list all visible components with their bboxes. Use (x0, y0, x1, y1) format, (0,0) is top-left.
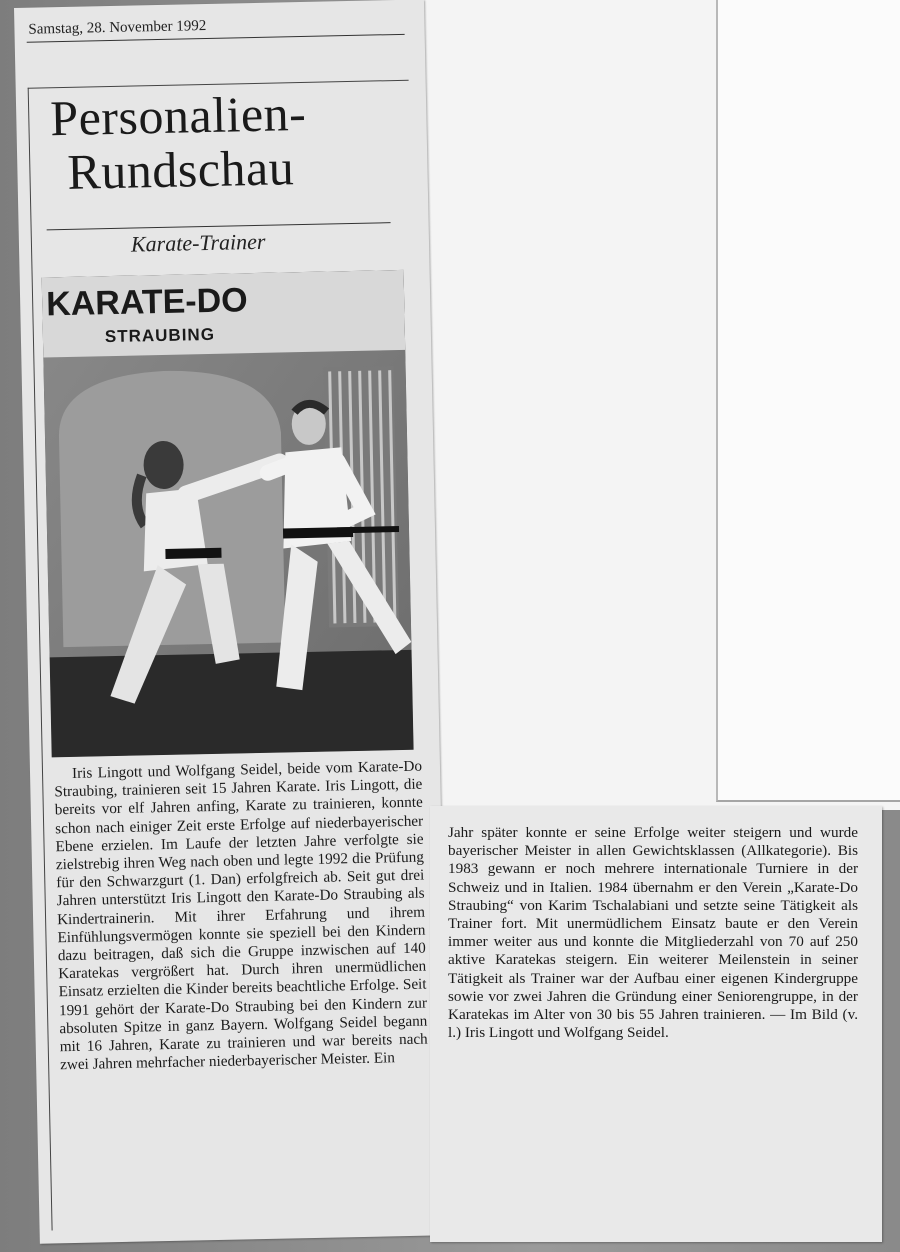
karate-photo (42, 270, 414, 757)
date-line: Samstag, 28. November 1992 (28, 17, 207, 38)
sign-text-straubing: STRAUBING (104, 324, 216, 347)
body-paragraph-right: Jahr später konnte er seine Erfolge weiter steigern und wurde bayerischer Meister in allen Gewichtsklassen (Allkategorie). Bis 1983 gewann er noch mehrere internationale Turniere in der Schweiz und in Italien. 1984 übernahm er den Verein „Karate-Do Straubing“ von Karim Tschalabiani und setzte seine Tätigkeit als Trainer fort. Mit unermüdlichem Einsatz baute er den Verein immer weiter aus und konnte die Mitgliederzahl von 70 auf 250 aktive Karatekas steigern. Ein weiterer Meilenstein in seiner Tätigkeit als Trainer war der Aufbau einer eigenen Kindergruppe sowie vor zwei Jahren die Gründung einer Seniorengruppe, in der Karatekas im Alter von 30 bis 55 Jahren trainieren. — Im Bild (v. l.) Iris Lingott und Wolfgang Seidel. (448, 824, 858, 1042)
title-line-2: Rundschau (66, 139, 295, 200)
newspaper-clipping-left (14, 0, 450, 1244)
article-kicker: Karate-Trainer (130, 228, 266, 257)
article-body-left (54, 758, 428, 1075)
body-paragraph-left: Iris Lingott und Wolfgang Seidel, beide vom Karate-Do Straubing, trainieren seit 15 Jahren Karate. Iris Lingott, die bereits vor elf Jahren anfing, Karate zu trainieren, konnte schon nach einiger Zeit erste Erfolge auf niederbayerischer Ebene erzielen. Im Laufe der letzten Jahre verfolgte sie zielstrebig ihren Weg nach oben und legte 1992 die Prüfung für den Schwarzgurt (1. Dan) erfolgfreich ab. Seit gut drei Jahren unterstützt Iris Lingott den Karate-Do Straubing als Kindertrainerin. Mit ihrer Erfahrung und ihrem Einfühlungsvermögen konnte sie speziell bei den Kindern dazu beitragen, daß sich die Gruppe inzwischen auf 140 Karatekas vergrößert hat. Durch ihren unermüdlichen Einsatz erzielten die Kinder bereits beachtliche Erfolge. Seit 1991 gehört der Karate-Do Straubing bei den Kindern zur absoluten Spitze in ganz Bayern. Wolfgang Seidel begann mit 16 Jahren, Karate zu trainieren und war bereits nach zwei Jahren mehrfacher niederbayerischer Meister. Ein (54, 757, 428, 1074)
newspaper-clipping-right (430, 806, 882, 1242)
article-body-right (448, 824, 858, 1042)
sign-text-karate-do: KARATE-DO (45, 281, 249, 324)
karate-photo-image (42, 270, 414, 757)
article-title (50, 84, 412, 200)
backing-paper-sheet (716, 0, 900, 802)
title-line-1: Personalien- (49, 84, 307, 147)
floor (50, 650, 414, 758)
